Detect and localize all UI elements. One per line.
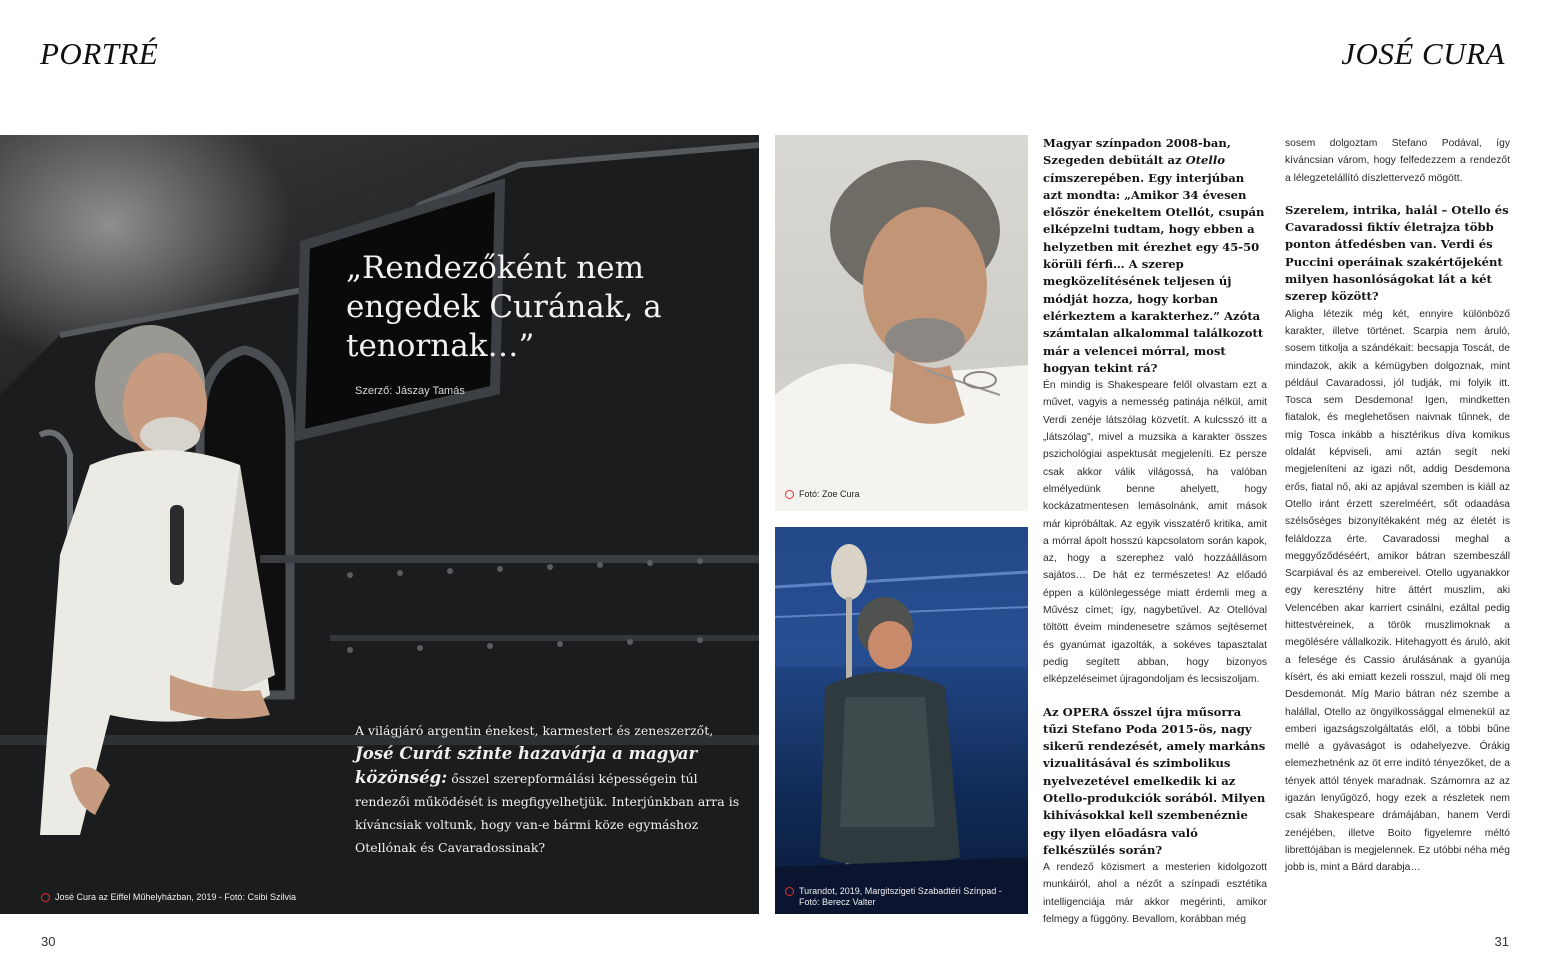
question-1-end: címszerepében. Egy interjúban azt mondta: „Amikor 34 évesen először énekeltem Otellót, csupán elképzelni tudtam, hogy ebben a helyzetben mit érezhet egy 45-50 körüli férfi… A szerep megközelítésének teljesen új módját hozza, hogy korban elérkeztem a karakterhez.” Azóta számtalan alkalommal találkozott már a velencei mórral, most hogyan tekint rá?	[1043, 170, 1265, 375]
article-subject-title: JOSÉ CURA	[1341, 36, 1505, 71]
main-photo-caption	[41, 892, 296, 903]
stage-photo-caption-text: Turandot, 2019, Margitszigeti Szabadtéri Színpad - Fotó: Berecz Valter	[799, 886, 1002, 907]
portrait-photo	[775, 135, 1028, 511]
pull-quote: „Rendezőként nem engedek Curának, a tenornak…”	[346, 250, 662, 364]
intro-paragraph	[355, 719, 740, 859]
article-column-1	[1043, 135, 1267, 928]
caption-marker-icon	[785, 887, 794, 896]
page-number-right: 31	[1494, 934, 1509, 949]
answer-2-part-2: sosem dolgoztam Stefano Podával, így kíváncsian várom, hogy felfedezzem a rendezőt a lélegzetelállító díszlettervező mögött.	[1285, 138, 1510, 184]
caption-marker-icon	[785, 490, 794, 499]
question-1	[1043, 135, 1267, 377]
question-1-italic: Otello	[1185, 153, 1225, 168]
answer-2-part-1: A rendező közismert a mesterien kidolgozott munkáiról, ahol a nézőt a színpadi esztétika intelligenciája már akkor megérinti, amikor felmegy a függöny. Bevallom, korábban még	[1043, 862, 1267, 926]
section-title: PORTRÉ	[40, 36, 159, 71]
intro-text-end: ősszel szerepformálási képességein túl rendezői működését is megfigyelhetjük. Interjúnkban arra is kíváncsiak voltunk, hogy van-e bármi köze egymáshoz Otellónak és Cavaradossinak?	[355, 771, 740, 855]
stage-photo-turandot	[775, 527, 1028, 914]
main-photo-caption-text: José Cura az Eiffel Műhelyházban, 2019 - Fotó: Csibi Szilvia	[55, 892, 296, 902]
question-3: Szerelem, intrika, halál – Otello és Cavaradossi fiktív életrajza több ponton átfedésben van. Verdi és Puccini operáinak szakértőjeként milyen hasonlóságokat lát a két szerep között?	[1285, 202, 1509, 304]
question-2: Az OPERA ősszel újra műsorra tűzi Stefano Poda 2015-ös, nagy sikerű rendezését, amely markáns vizualitásával és szimbolikus nyelvezetével emelkedik ki az Otello-produkciók sorából. Milyen kihívásokkal kell szembenéznie egy ilyen előadásra való felkészülés során?	[1043, 704, 1266, 857]
stage-photo-caption	[785, 886, 1020, 908]
answer-3: Aligha létezik még két, ennyire különböző karakter, illetve történet. Scarpia nem áruló, sosem titkolja a szándékait: becsapja Toscát, de mindazok, akik a kémügyben dolgoznak, mint például Cavaradossi, jól tudják, mi folyik itt. Tosca sem Desdemona! Igen, mindketten fiatalok, és meglehetősen naivnak tűnnek, de míg Tosca inkább a hisztérikus díva komikus oldalát képviseli, ami aztán segít neki megjeleníteni az igazi nőt, addig Desdemona erős, fiatal nő, aki az apjával szemben is kiáll az Otello iránt érzett szerelméért, sőt odaadása szélsőséges bizonyítékaként még az életét is feláldozza érte. Cavaradossi meghal a meggyőződéséért, amikor bátran szembeszáll Scarpiával és az embereivel. Otello ugyanakkor egy keresztény hitre áttért muszlim, aki Velencében akar karriert csinálni, ezáltal pedig hittestvéreinek, a török muszlimoknak a megölésére vállalkozik. Hitehagyott és áruló, akit a felesége és Cassio árulásának a gyanúja kísért, és aki emiatt kezeli rosszul, majd öli meg Desdemonát. Míg Mario bátran néz szembe a halállal, Otello az öngyilkossággal elmenekül az emberi igazságszolgáltatás elől, a többi bűne mellé a gyávaságot is odahelyezve. Órákig elemezhetnénk az öt erre indító tényezőket, de a tények attól tények maradnak. Számomra az az igazán lenyűgöző, hogy ezek a részletek nem csak Shakespeare drámájában, hanem Verdi zenéjében, illetve Boito figyelemre méltó librettójában is megjelennek. Ez utóbbi néha még jobb is, mint a Bárd darabja…	[1285, 308, 1510, 874]
article-column-2	[1285, 135, 1510, 876]
page-number-left: 30	[41, 934, 56, 949]
answer-1: Én mindig is Shakespeare felől olvastam ezt a művet, vagyis a nemesség patinája nélkül, amit Verdi zenéje látszólag közvetít. A kulcsszó itt a „látszólag”, mivel a muzsika a karakter összes pszichológiai aspektusát megjeleníti. Ez persze csak akkor válik világossá, ha valóban elmélyedünk benne ahelyett, hogy kockázatmentesen lemásolnánk, amit mások már kipróbáltak. Az egyik visszatérő kritika, amit a mórral ápolt hosszú kapcsolatom során kapok, az, hogy a szerephez való hozzáállásom sajátos… De hát ez természetes! Az előadó éppen a különlegessége miatt érdemli meg a Művész címet; így, nagybetűvel. Az Otellóval töltött éveim mindenesetre számos sejtésemet és gyanúmat igazolták, a sokéves tapasztalat pedig segített abban, hogy bizonyos elképzeléseimet újragondoljam és lecsiszoljam.	[1043, 380, 1267, 686]
intro-emphasis: José Curát szinte hazavárja a magyar közönség:	[355, 744, 698, 787]
caption-marker-icon	[41, 893, 50, 902]
stage-illustration	[775, 527, 1028, 914]
portrait-illustration	[775, 135, 1028, 511]
portrait-caption-text: Fotó: Zoe Cura	[799, 489, 860, 499]
question-1-start: Magyar színpadon 2008-ban, Szegeden debütált az	[1043, 136, 1231, 168]
portrait-caption	[785, 489, 860, 500]
main-photo-jose-cura-locomotive	[0, 135, 759, 914]
author-byline: Szerző: Jászay Tamás	[355, 385, 465, 397]
intro-text-start: A világjáró argentin énekest, karmestert és zeneszerzőt,	[355, 723, 714, 738]
